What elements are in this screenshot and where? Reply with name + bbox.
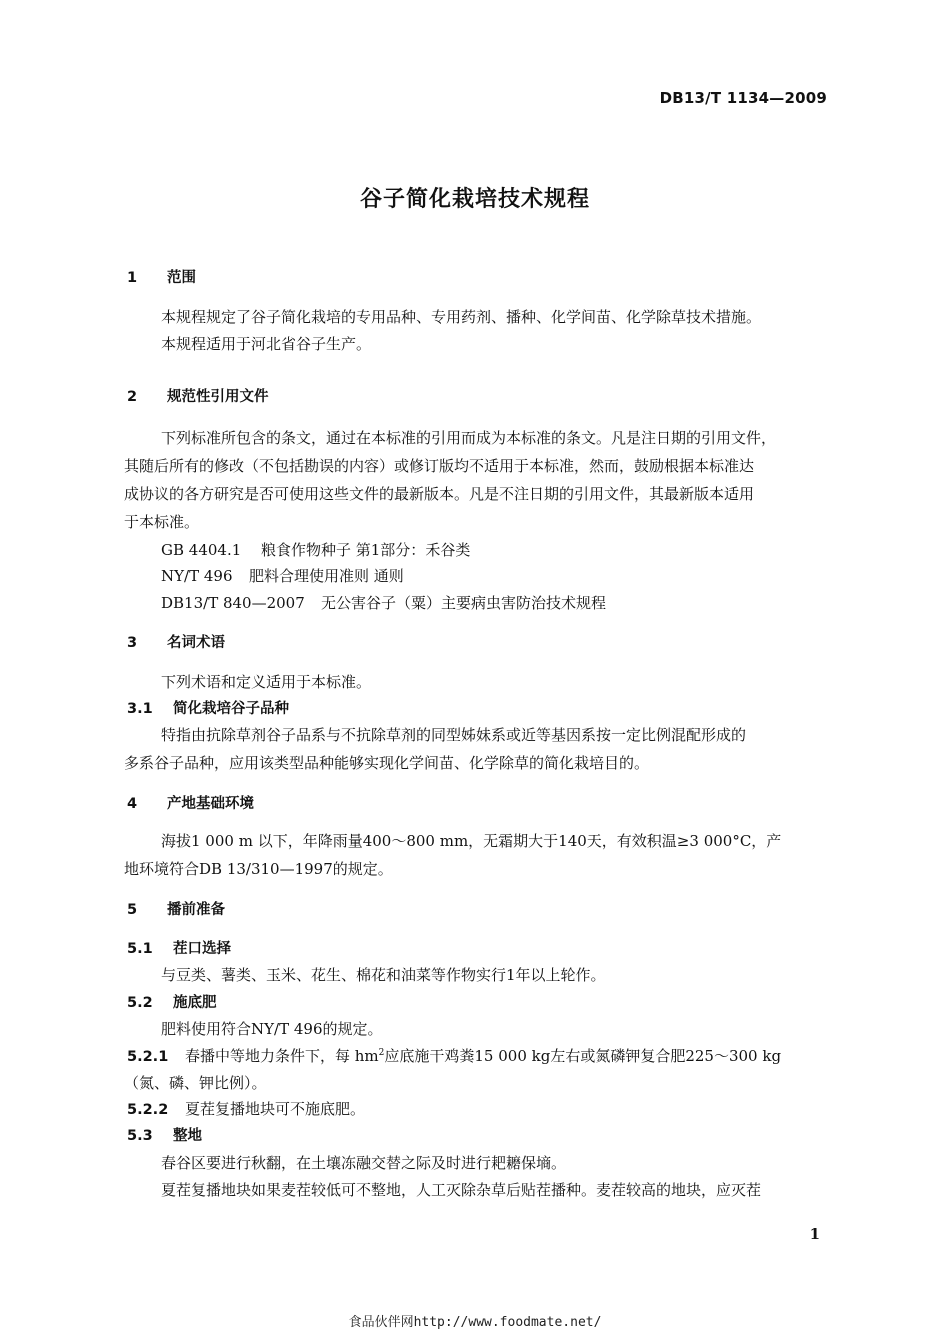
section-4-heading xyxy=(127,794,254,814)
section-number: 1 xyxy=(127,270,138,286)
reference-code: DB13/T 840—2007 xyxy=(161,594,305,612)
subsection-5-3-heading xyxy=(127,1126,202,1146)
clause-text: 应底施干鸡粪15 000 kg左右或氮磷钾复合肥225～300 kg xyxy=(384,1047,782,1065)
section-title: 茬口选择 xyxy=(173,941,231,957)
section-number: 5.1 xyxy=(127,941,153,957)
paragraph: 春谷区要进行秋翻，在土壤冻融交替之际及时进行耙耱保墒。 xyxy=(161,1154,567,1172)
section-number: 5.2 xyxy=(127,995,153,1011)
section-title: 名词术语 xyxy=(167,635,225,651)
section-title: 简化栽培谷子品种 xyxy=(173,701,289,717)
clause-number: 5.2.1 xyxy=(127,1049,169,1065)
section-title: 施底肥 xyxy=(173,995,217,1011)
section-title: 范围 xyxy=(167,270,196,286)
subsection-5-2-heading xyxy=(127,993,217,1013)
section-number: 5 xyxy=(127,902,138,918)
section-1-heading xyxy=(127,268,196,288)
paragraph-line: 其随后所有的修改（不包括勘误的内容）或修订版均不适用于本标准，然而，鼓励根据本标准达 xyxy=(124,457,755,475)
section-5-heading xyxy=(127,900,225,920)
section-title: 播前准备 xyxy=(167,902,225,918)
section-title: 整地 xyxy=(173,1128,202,1144)
section-title: 产地基础环境 xyxy=(167,796,254,812)
page-number: 1 xyxy=(809,1225,820,1243)
section-number: 3.1 xyxy=(127,701,153,717)
reference-name: 肥料合理使用准则 通则 xyxy=(249,567,404,585)
paragraph-line: （氮、磷、钾比例）。 xyxy=(124,1074,267,1092)
clause-5-2-1 xyxy=(127,1046,781,1067)
reference-code: NY/T 496 xyxy=(161,567,233,585)
subsection-3-1-heading xyxy=(127,699,289,719)
superscript: 2 xyxy=(378,1048,385,1058)
paragraph-line: 海拔1 000 m 以下，年降雨量400～800 mm，无霜期大于140天，有效积温≥3 000°C，产 xyxy=(161,832,782,850)
paragraph-line: 成协议的各方研究是否可使用这些文件的最新版本。凡是不注日期的引用文件，其最新版本适用 xyxy=(124,485,755,503)
paragraph-line: 多系谷子品种，应用该类型品种能够实现化学间苗、化学除草的简化栽培目的。 xyxy=(124,754,650,772)
paragraph: 本规程规定了谷子简化栽培的专用品种、专用药剂、播种、化学间苗、化学除草技术措施。 xyxy=(161,308,762,326)
document-title: 谷子简化栽培技术规程 xyxy=(359,187,590,212)
section-number: 2 xyxy=(127,389,138,405)
footer-watermark: 食品伙伴网http://www.foodmate.net/ xyxy=(348,1315,602,1330)
paragraph: 夏茬复播地块如果麦茬较低可不整地，人工灭除杂草后贴茬播种。麦茬较高的地块，应灭茬 xyxy=(161,1181,762,1199)
clause-number: 5.2.2 xyxy=(127,1102,169,1118)
section-title: 规范性引用文件 xyxy=(167,389,269,405)
reference-item xyxy=(161,593,606,613)
section-number: 5.3 xyxy=(127,1128,153,1144)
reference-item xyxy=(161,566,404,586)
reference-name: 粮食作物种子 第1部分：禾谷类 xyxy=(261,541,471,559)
paragraph-line: 于本标准。 xyxy=(124,513,200,531)
clause-5-2-2 xyxy=(127,1099,365,1120)
reference-name: 无公害谷子（粟）主要病虫害防治技术规程 xyxy=(321,594,607,612)
section-number: 4 xyxy=(127,796,138,812)
reference-code: GB 4404.1 xyxy=(161,541,242,559)
clause-text: 春播中等地力条件下，每 hm xyxy=(185,1047,379,1065)
section-3-heading xyxy=(127,633,225,653)
clause-text: 夏茬复播地块可不施底肥。 xyxy=(185,1100,366,1118)
paragraph-line: 地环境符合DB 13/310—1997的规定。 xyxy=(124,860,393,878)
reference-item xyxy=(161,540,470,560)
paragraph: 与豆类、薯类、玉米、花生、棉花和油菜等作物实行1年以上轮作。 xyxy=(161,966,606,984)
section-number: 3 xyxy=(127,635,138,651)
document-code: DB13/T 1134—2009 xyxy=(659,89,827,107)
paragraph: 下列术语和定义适用于本标准。 xyxy=(161,673,372,691)
subsection-5-1-heading xyxy=(127,939,231,959)
paragraph: 本规程适用于河北省谷子生产。 xyxy=(161,335,372,353)
paragraph: 肥料使用符合NY/T 496的规定。 xyxy=(161,1020,383,1038)
paragraph-line: 下列标准所包含的条文，通过在本标准的引用而成为本标准的条文。凡是注日期的引用文件， xyxy=(161,429,777,447)
paragraph-line: 特指由抗除草剂谷子品系与不抗除草剂的同型姊妹系或近等基因系按一定比例混配形成的 xyxy=(161,726,747,744)
section-2-heading xyxy=(127,387,269,407)
